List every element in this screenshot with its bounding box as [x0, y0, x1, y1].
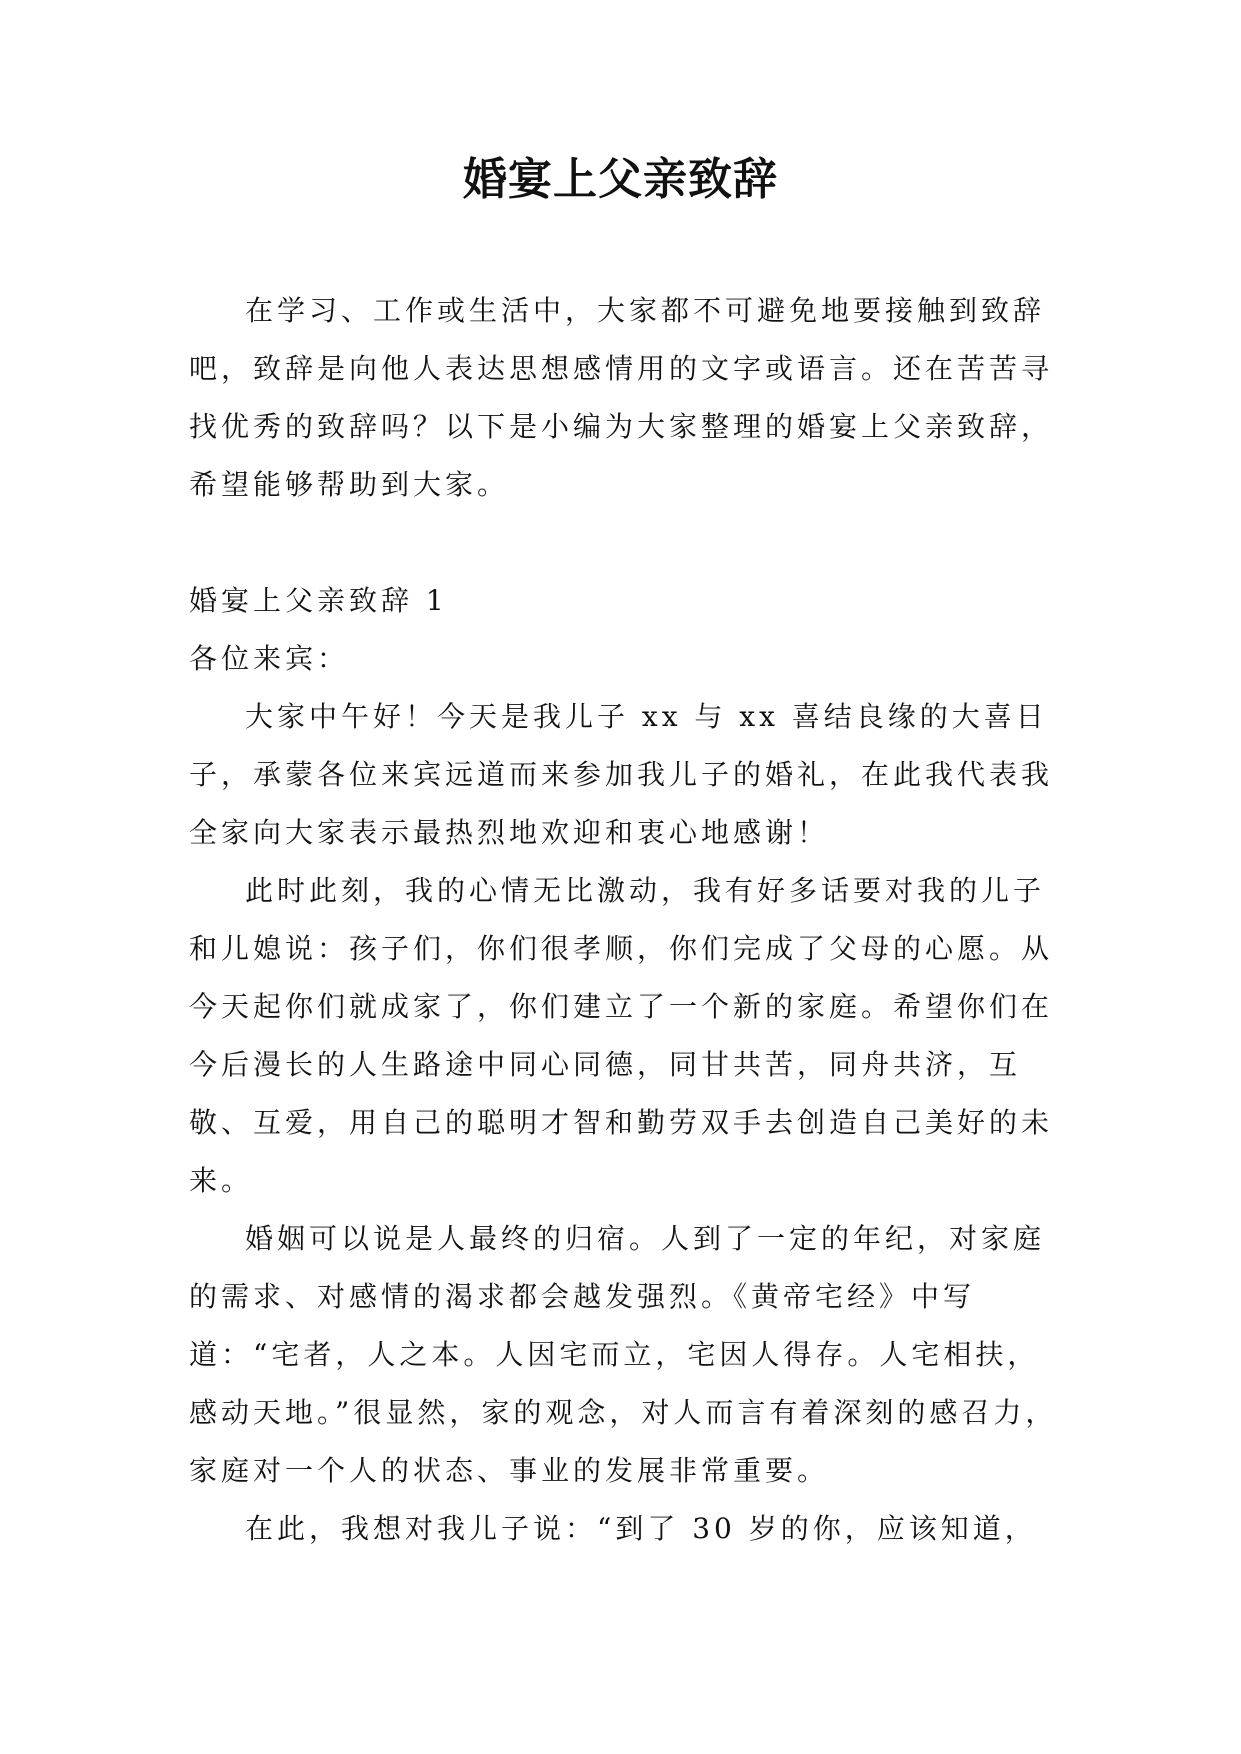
document-body	[189, 282, 1059, 1558]
body-paragraph: 婚姻可以说是人最终的归宿。人到了一定的年纪，对家庭的需求、对感情的渴求都会越发强烈。《黄帝宅经》中写道：“宅者，人之本。人因宅而立，宅因人得存。人宅相扶，感动天地。”很显然，家的观念，对人而言有着深刻的感召力，家庭对一个人的状态、事业的发展非常重要。	[189, 1222, 1058, 1487]
section-spacer	[189, 514, 1059, 572]
body-paragraph: 大家中午好！今天是我儿子 xx 与 xx 喜结良缘的大喜日子，承蒙各位来宾远道而来参加我儿子的婚礼，在此我代表我全家向大家表示最热烈地欢迎和衷心地感谢！	[189, 700, 1054, 849]
body-paragraph: 在此，我想对我儿子说：“到了 30 岁的你，应该知道，	[245, 1512, 1037, 1545]
section-heading: 婚宴上父亲致辞 1	[189, 584, 448, 617]
salutation: 各位来宾：	[189, 642, 350, 675]
document-title: 婚宴上父亲致辞	[463, 154, 778, 205]
intro-paragraph: 在学习、工作或生活中，大家都不可避免地要接触到致辞吧，致辞是向他人表达思想感情用的文字或语言。还在苦苦寻找优秀的致辞吗？以下是小编为大家整理的婚宴上父亲致辞，希望能够帮助到大家。	[189, 294, 1054, 501]
body-paragraph: 此时此刻，我的心情无比激动，我有好多话要对我的儿子和儿媳说：孩子们，你们很孝顺，你们完成了父母的心愿。从今天起你们就成家了，你们建立了一个新的家庭。希望你们在今后漫长的人生路途中同心同德，同甘共苦，同舟共济，互敬、互爱，用自己的聪明才智和勤劳双手去创造自己美好的未来。	[189, 874, 1054, 1197]
